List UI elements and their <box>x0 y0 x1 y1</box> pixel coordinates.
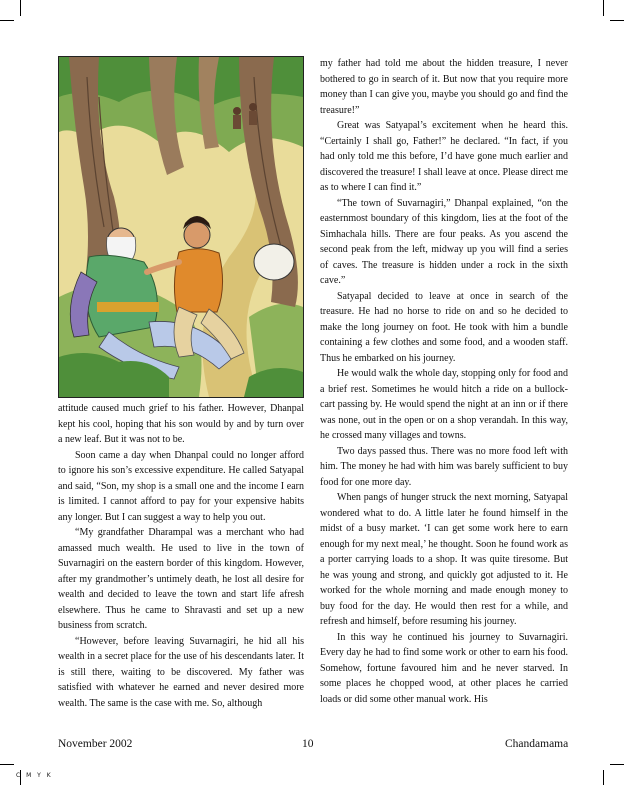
forest-scene-illustration <box>59 57 303 397</box>
right-paragraph-1: my father had told me about the hidden treasure, I never bothered to go in search of it. But now that you require more money than I can give you, maybe you should go and find the treasure!” <box>320 58 568 116</box>
left-paragraph-3: “My grandfather Dharampal was a merchant who had amassed much wealth. He used to live in the town of Suvarnagiri on the eastern border of this kingdom. However, after my grandmother’s untimely death, he lost all desire for wealth and decided to leave the town and start life afresh elsewhere. Thus he came to Shravasti and set up a new business from scratch. <box>58 527 304 631</box>
right-paragraph-6: Two days passed thus. There was no more food left with him. The money he had with him was barely sufficient to buy food for one more day. <box>320 445 568 488</box>
left-paragraph-4: “However, before leaving Suvarnagiri, he hid all his wealth in a secret place for the use of his descendants later. It is still there, waiting to be discovered. My father was satisfied with whatever he earned and never desired more wealth. The same is the case with me. So, although <box>58 635 304 709</box>
right-paragraph-7: When pangs of hunger struck the next morning, Satyapal wondered what to do. A little later he found himself in the midst of a busy market. ‘I can get some work here to earn enough for my next meal,’ he thought. Soon he found work as a porter carrying loads to a shop. It was quite tiresome. But he was young and strong, and quickly got adjusted to it. He worked for the whole morning and made enough money to buy food for the day. He would then rest for a while, and refresh and himself, before resuming his journey. <box>320 492 568 627</box>
footer-date: November 2002 <box>58 738 133 750</box>
crop-mark-top-right-v <box>603 0 604 16</box>
cmyk-print-mark: C M Y K <box>16 772 53 779</box>
left-column <box>58 56 304 711</box>
right-paragraph-3: “The town of Suvarnagiri,” Dhanpal explained, “on the easternmost boundary of this kingdom, lies at the foot of the Simhachala hills. There are four peaks. As you ascend the second peak from the left, midway up you will find a series of caves. The treasure is hidden under a rock in the sixth cave.” <box>320 197 568 286</box>
right-paragraph-5: He would walk the whole day, stopping only for food and a brief rest. Sometimes he would hitch a ride on a bullock-cart passing by. He would spend the night at an inn or if there was none, out in the open or on a shop verandah. In this way, he crossed many villages and towns. <box>320 368 568 441</box>
story-illustration <box>58 56 304 398</box>
left-paragraph-1: attitude caused much grief to his father. However, Dhanpal kept his cool, hoping that his son would by and by turn over a new leaf. But it was not to be. <box>58 403 304 445</box>
right-column <box>320 56 568 707</box>
right-paragraph-8: In this way he continued his journey to Suvarnagiri. Every day he had to find some work or other to earn his food. Somehow, fortune favoured him and he never starved. In some places he chopped wood, at other places he carried loads or did some other manual work. His <box>320 631 568 705</box>
crop-mark-bottom-left-h <box>0 764 14 765</box>
footer-magazine-name: Chandamama <box>505 738 569 750</box>
right-paragraph-2: Great was Satyapal’s excitement when he heard this. “Certainly I shall go, Father!” he declared. “In fact, if you had only told me this before, I’d have gone much earlier and discovered the treasure! I shall leave at once. Please direct me as to where I can find it.” <box>320 120 568 193</box>
left-paragraph-2: Soon came a day when Dhanpal could no longer afford to ignore his son’s excessive expenditure. He called Satyapal and said, “Son, my shop is a small one and the income I earn is limited. I cannot afford to pay for your expensive habits any longer. But I can suggest a way to help you out. <box>58 449 304 523</box>
crop-mark-top-right-h <box>610 20 624 21</box>
crop-mark-top-left-v <box>20 0 21 16</box>
footer-page-number: 10 <box>302 738 314 750</box>
crop-mark-top-left-h <box>0 20 14 21</box>
crop-mark-bottom-right-h <box>610 764 624 765</box>
right-paragraph-4: Satyapal decided to leave at once in search of the treasure. He had no horse to ride on and so he decided to make the long journey on foot. He took with him a bundle containing a few clothes and some food, and a wooden staff. Thus he embarked on his journey. <box>320 290 568 364</box>
crop-mark-bottom-right-v <box>603 770 604 785</box>
